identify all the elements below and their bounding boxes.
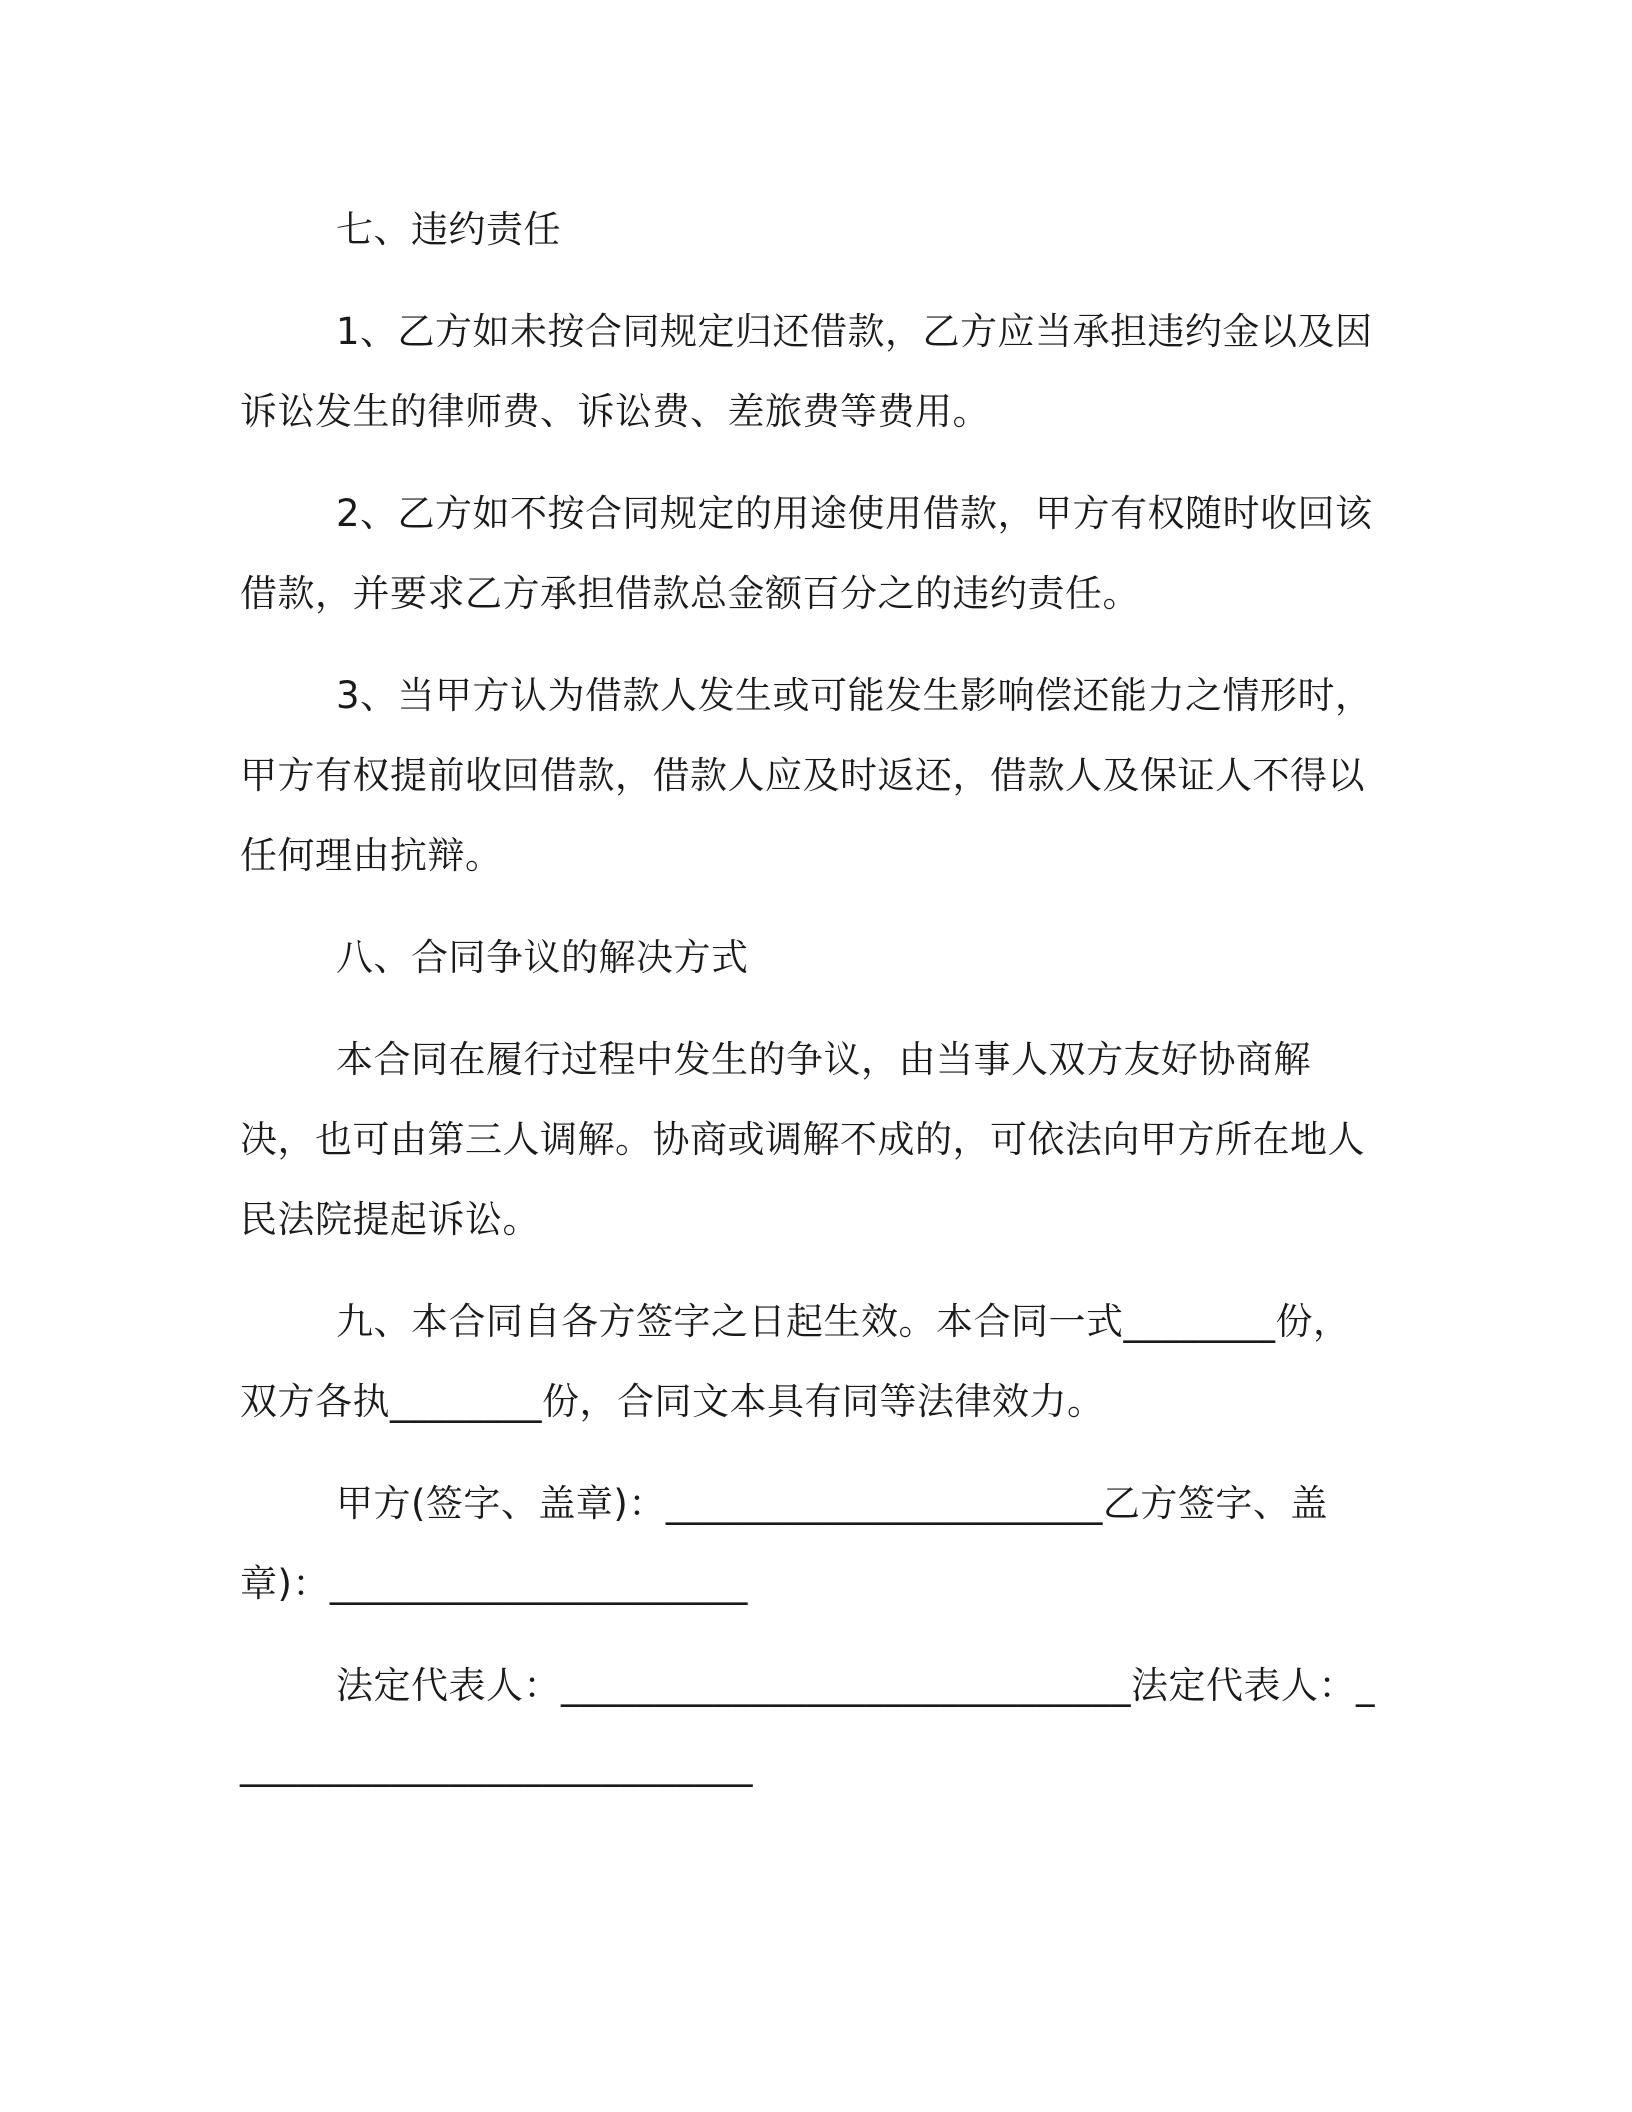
spacer [240, 998, 1380, 1020]
clause-7-3: 3、当甲方认为借款人发生或可能发生影响偿还能力之情形时，甲方有权提前收回借款，借款人应及时返还，借款人及保证人不得以任何理由抗辩。 [240, 674, 1373, 877]
spacer [240, 270, 1380, 292]
section-heading-dispute-resolution: 八、合同争议的解决方式 [336, 936, 749, 979]
clause-9: 九、本合同自各方签字之日起生效。本合同一式________份，双方各执________份，合同文本具有同等法律效力。 [240, 1300, 1351, 1423]
clause-7-2: 2、乙方如不按合同规定的用途使用借款，甲方有权随时收回该借款，并要求乙方承担借款总金额百分之的违约责任。 [240, 492, 1373, 615]
clause-7-1: 1、乙方如未按合同规定归还借款，乙方应当承担违约金以及因诉讼发生的律师费、诉讼费、差旅费等费用。 [240, 310, 1373, 433]
document-body [240, 190, 1380, 1806]
section-heading-breach-liability: 七、违约责任 [336, 208, 561, 251]
clause-8: 本合同在履行过程中发生的争议，由当事人双方友好协商解决，也可由第三人调解。协商或调解不成的，可依法向甲方所在地人民法院提起诉讼。 [240, 1038, 1365, 1241]
spacer [240, 896, 1380, 918]
signature-line-parties: 甲方(签字、盖章)：_______________________乙方签字、盖章)：______________________ [240, 1482, 1328, 1605]
signature-line-legal-representatives: 法定代表人：______________________________法定代表人：____________________________ [240, 1664, 1375, 1787]
